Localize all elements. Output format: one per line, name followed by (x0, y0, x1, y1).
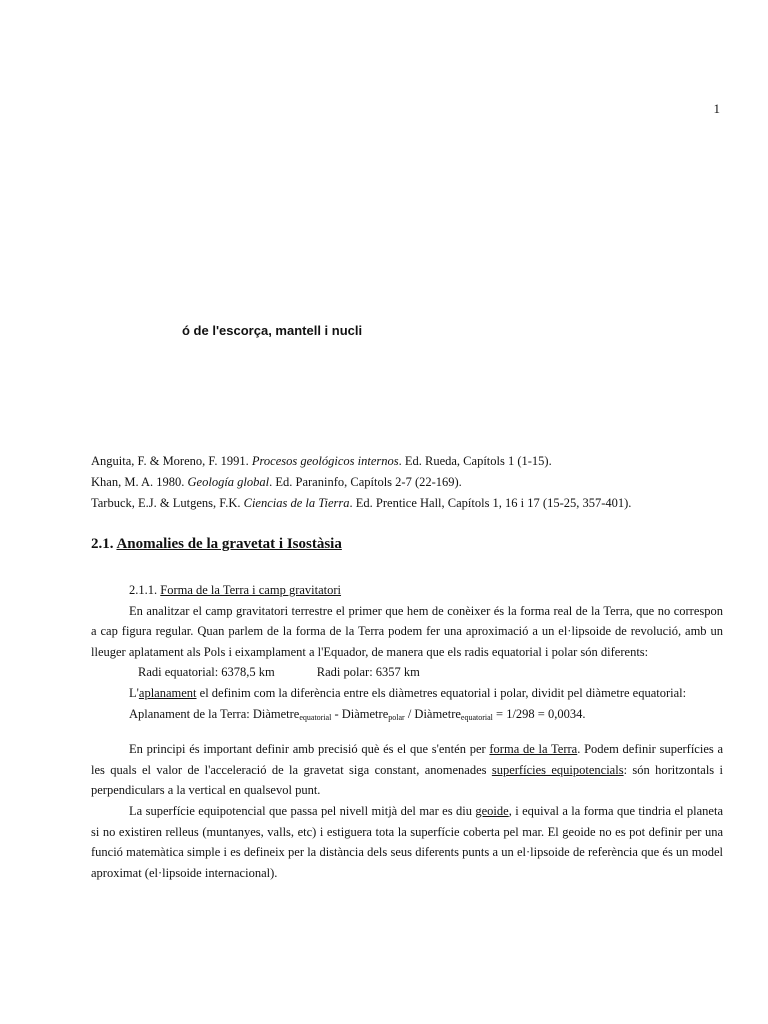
term-forma-terra: forma de la Terra (489, 742, 578, 757)
paragraph-earth-shape: En analitzar el camp gravitatori terrestre el primer que hem de conèixer és la forma real de la Terra, que no correspon a cap figura regular. Quan parlem de la forma de la Terra podem fer una aproximació a un el·lipsoide de revolució, amb un lleuger aplatament als Pols i eixamplament a l'Equador, de manera que els radis equatorial i polar són diferents: (91, 603, 723, 659)
reference-item: Tarbuck, E.J. & Lutgens, F.K. Ciencias de la Tierra. Ed. Prentice Hall, Capítols 1, 16 i 17 (15-25, 357-401). (91, 496, 632, 510)
paragraph-flattening: L'aplanament el definim com la diferència entre els diàmetres equatorial i polar, dividit pel diàmetre equatorial: (129, 685, 687, 700)
reference-item: Anguita, F. & Moreno, F. 1991. Procesos geológicos internos. Ed. Rueda, Capítols 1 (1-15). (91, 454, 552, 468)
paragraph-spacer (91, 728, 723, 739)
equatorial-radius: Radi equatorial: 6378,5 km (138, 665, 275, 680)
term-superficies-equipotencials: superfícies equipotencials (491, 762, 624, 777)
reference-book-title: Geología global (187, 475, 270, 489)
polar-radius: Radi polar: 6357 km (316, 665, 420, 680)
reference-book-title: Procesos geológicos internos (251, 454, 399, 468)
section-title: Anomalies de la gravetat i Isostàsia (116, 536, 342, 552)
subsection-number: 2.1.1. (129, 583, 158, 597)
subsection-title: Forma de la Terra i camp gravitatori (160, 583, 342, 597)
reference-book-title: Ciencias de la Tierra (243, 496, 350, 510)
radius-values (91, 662, 723, 683)
paragraph-geoid: La superfície equipotencial que passa pel nivell mitjà del mar es diu geoide, i equival a la forma que tindria el planeta si no existiren relleus (muntanyes, valls, etc) i estiguera tota la superfície coberta pel mar. El geoide no es pot definir per una funció matemàtica simple i es defineix per la distància dels seus diferents punts a un el·lipsoide de referència que és un model aproximat (el·lipsoide internacional). (91, 803, 723, 880)
term-geoide: geoide (475, 803, 509, 818)
references-list (91, 451, 731, 514)
flattening-formula: Aplanament de la Terra: Diàmetre$_{equatorial}$ - Diàmetre$_{polar}$ / Diàmetre$_{equatorial}$ = 1/298 = 0,0034. (129, 706, 586, 722)
chapter-title: ó de l'escorça, mantell i nucli (182, 323, 363, 338)
section-heading (91, 536, 342, 553)
main-content (91, 580, 723, 883)
paragraph-equipotential: En principi és important definir amb precisió què és el que s'entén per forma de la Terra. Podem definir superfícies a les quals el valor de l'acceleració de la gravetat siga constant, anomenades superfícies equipotencials: són horitzontals i perpendiculars a la vertical en qualsevol punt. (91, 742, 724, 798)
term-aplanament: aplanament (138, 685, 197, 700)
page-number: 1 (713, 101, 720, 116)
section-number: 2.1. (91, 536, 114, 552)
reference-item: Khan, M. A. 1980. Geología global. Ed. Paraninfo, Capítols 2-7 (22-169). (91, 475, 462, 489)
subsection-heading (91, 580, 723, 601)
